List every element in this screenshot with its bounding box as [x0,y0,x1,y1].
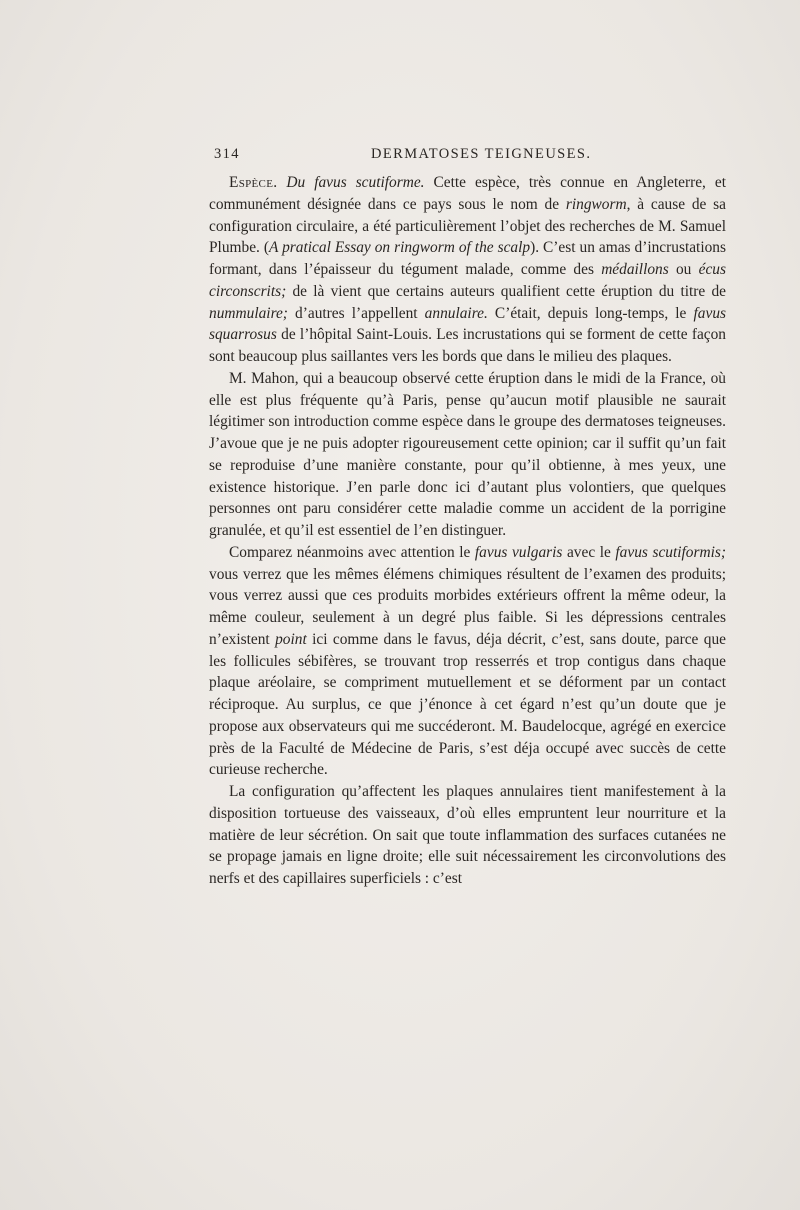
species-title: Du favus scutiforme. [286,174,425,191]
cited-work-title: A pratical Essay on ringworm of the scalp [269,239,531,257]
paragraph-4: La configuration qu’affectent les plaques annulaires tient manifestement à la disposition tortueuse des vaisseaux, d’où elles empruntent leur nourriture et la matière de leur sécrétion. On sait que toute inflammation des surfaces cutanées ne se propage jamais en ligne droite; elle suit nécessairement les circonvolutions des nerfs et des capillaires superficiels : c’est [209,783,726,887]
running-head: DERMATOSES TEIGNEUSES. [371,146,592,162]
page-number: 314 [214,146,240,162]
paragraph-3: Comparez néanmoins avec attention le favus vulgaris avec le favus scutiformis; vous verrez que les mêmes élémens chimiques résultent de l’examen des produits; vous verrez aussi que ces produits morbides extérieurs offrent la même odeur, la même couleur, seulement à un degré plus faible. Si les dépressions centrales n’existent point ici comme dans le favus, déja décrit, c’est, sans doute, parce que les follicules sébifères, se trouvant trop resserrés et trop contigus dans chaque plaque aréolaire, se compriment mutuellement et se déforment par un contact réciproque. Au surplus, ce que j’énonce à cet égard n’est qu’un doute que je propose aux observateurs qui me succéderont. M. Baudelocque, agrégé en exercice près de la Faculté de Médecine de Paris, s’est déja occupé avec succès de cette curieuse recherche. [209,543,726,779]
paragraph-1: Espèce. Du favus scutiforme. Cette espèce, très connue en Angleterre, et communément désignée dans ce pays sous le nom de ringworm, à cause de sa configuration circulaire, a été particulièrement l’objet des recherches de M. Samuel Plumbe. (A pratical Essay on ringworm of the scalp). C’est un amas d’incrustations formant, dans l’épaisseur du tégument malade, comme des médaillons ou écus circonscrits; de là vient que certains auteurs qualifient cette éruption du titre de nummulaire; d’autres l’appellent annulaire. C’était, depuis long-temps, le favus squarrosus de l’hôpital Saint-Louis. Les incrustations qui se forment de cette façon sont beaucoup plus saillantes vers les bords que dans le milieu des plaques. [209,174,727,365]
body-text [209,172,726,890]
paragraph-2: M. Mahon, qui a beaucoup observé cette éruption dans le midi de la France, où elle est plus fréquente qu’à Paris, pense qu’aucun motif plausible ne saurait légitimer son introduction comme espèce dans le groupe des dermatoses teigneuses. J’avoue que je ne puis adopter rigoureusement cette opinion; car il suffit qu’un fait se reproduise d’une manière constante, pour qu’il obtienne, à mes yeux, une existence historique. J’en parle donc ici d’autant plus volontiers, que quelques personnes ont paru considérer cette maladie comme un accident de la porrigine granulée, et qu’il est essentiel de l’en distinguer. [209,369,726,539]
page-header [214,146,726,166]
species-label: Espèce. [229,174,278,191]
